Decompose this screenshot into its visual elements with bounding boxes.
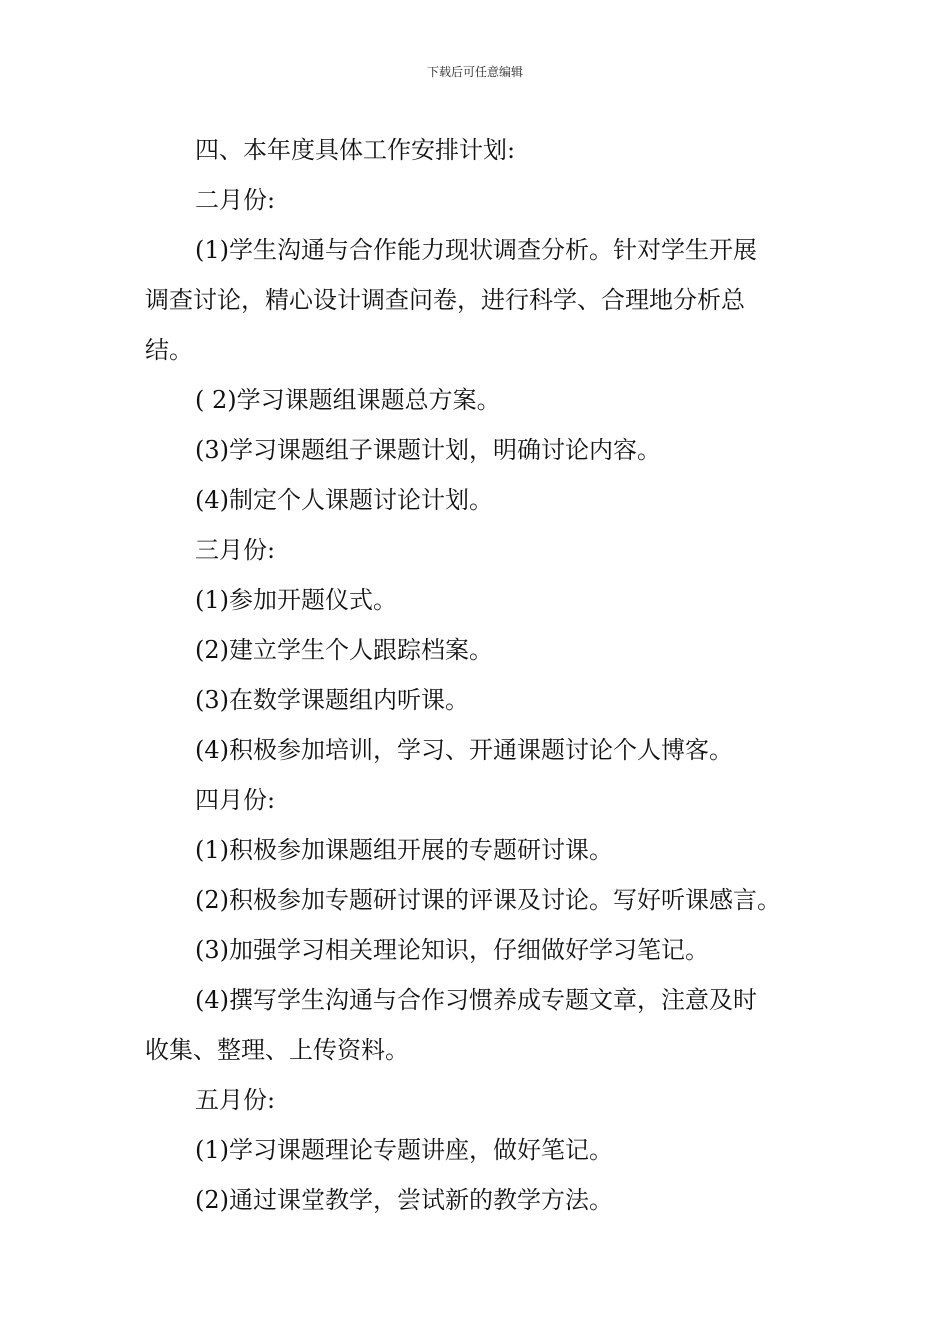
paragraph-line: (2)积极参加专题研讨课的评课及讨论。写好听课感言。 <box>195 886 781 914</box>
paragraph-line: (3)学习课题组子课题计划，明确讨论内容。 <box>195 436 661 464</box>
section-heading: 四、本年度具体工作安排计划: <box>195 136 516 164</box>
month-heading: 三月份: <box>195 536 276 564</box>
paragraph-line: (4)积极参加培训，学习、开通课题讨论个人博客。 <box>195 736 733 764</box>
paragraph-line: (3)加强学习相关理论知识，仔细做好学习笔记。 <box>195 936 709 964</box>
paragraph-line: 结。 <box>145 336 193 364</box>
paragraph-line: (2)通过课堂教学，尝试新的教学方法。 <box>195 1186 613 1214</box>
month-heading: 四月份: <box>195 786 276 814</box>
month-heading: 二月份: <box>195 186 276 214</box>
paragraph-line: (3)在数学课题组内听课。 <box>195 686 469 714</box>
page-header: 下载后可任意编辑 <box>426 65 523 79</box>
paragraph-line: (1)学生沟通与合作能力现状调查分析。针对学生开展 <box>195 236 757 264</box>
paragraph-line: (4)制定个人课题讨论计划。 <box>195 486 493 514</box>
paragraph-line: 收集、整理、上传资料。 <box>145 1036 409 1064</box>
paragraph-line: (1)积极参加课题组开展的专题研讨课。 <box>195 836 613 864</box>
paragraph-line: (2)建立学生个人跟踪档案。 <box>195 636 493 664</box>
month-heading: 五月份: <box>195 1086 276 1114</box>
paragraph-line: 调查讨论，精心设计调查问卷，进行科学、合理地分析总 <box>145 286 745 314</box>
paragraph-line: (1)参加开题仪式。 <box>195 586 397 614</box>
paragraph-line: (4)撰写学生沟通与合作习惯养成专题文章，注意及时 <box>195 986 757 1014</box>
paragraph-line: (1)学习课题理论专题讲座，做好笔记。 <box>195 1136 613 1164</box>
paragraph-line: ( 2)学习课题组课题总方案。 <box>195 386 501 414</box>
